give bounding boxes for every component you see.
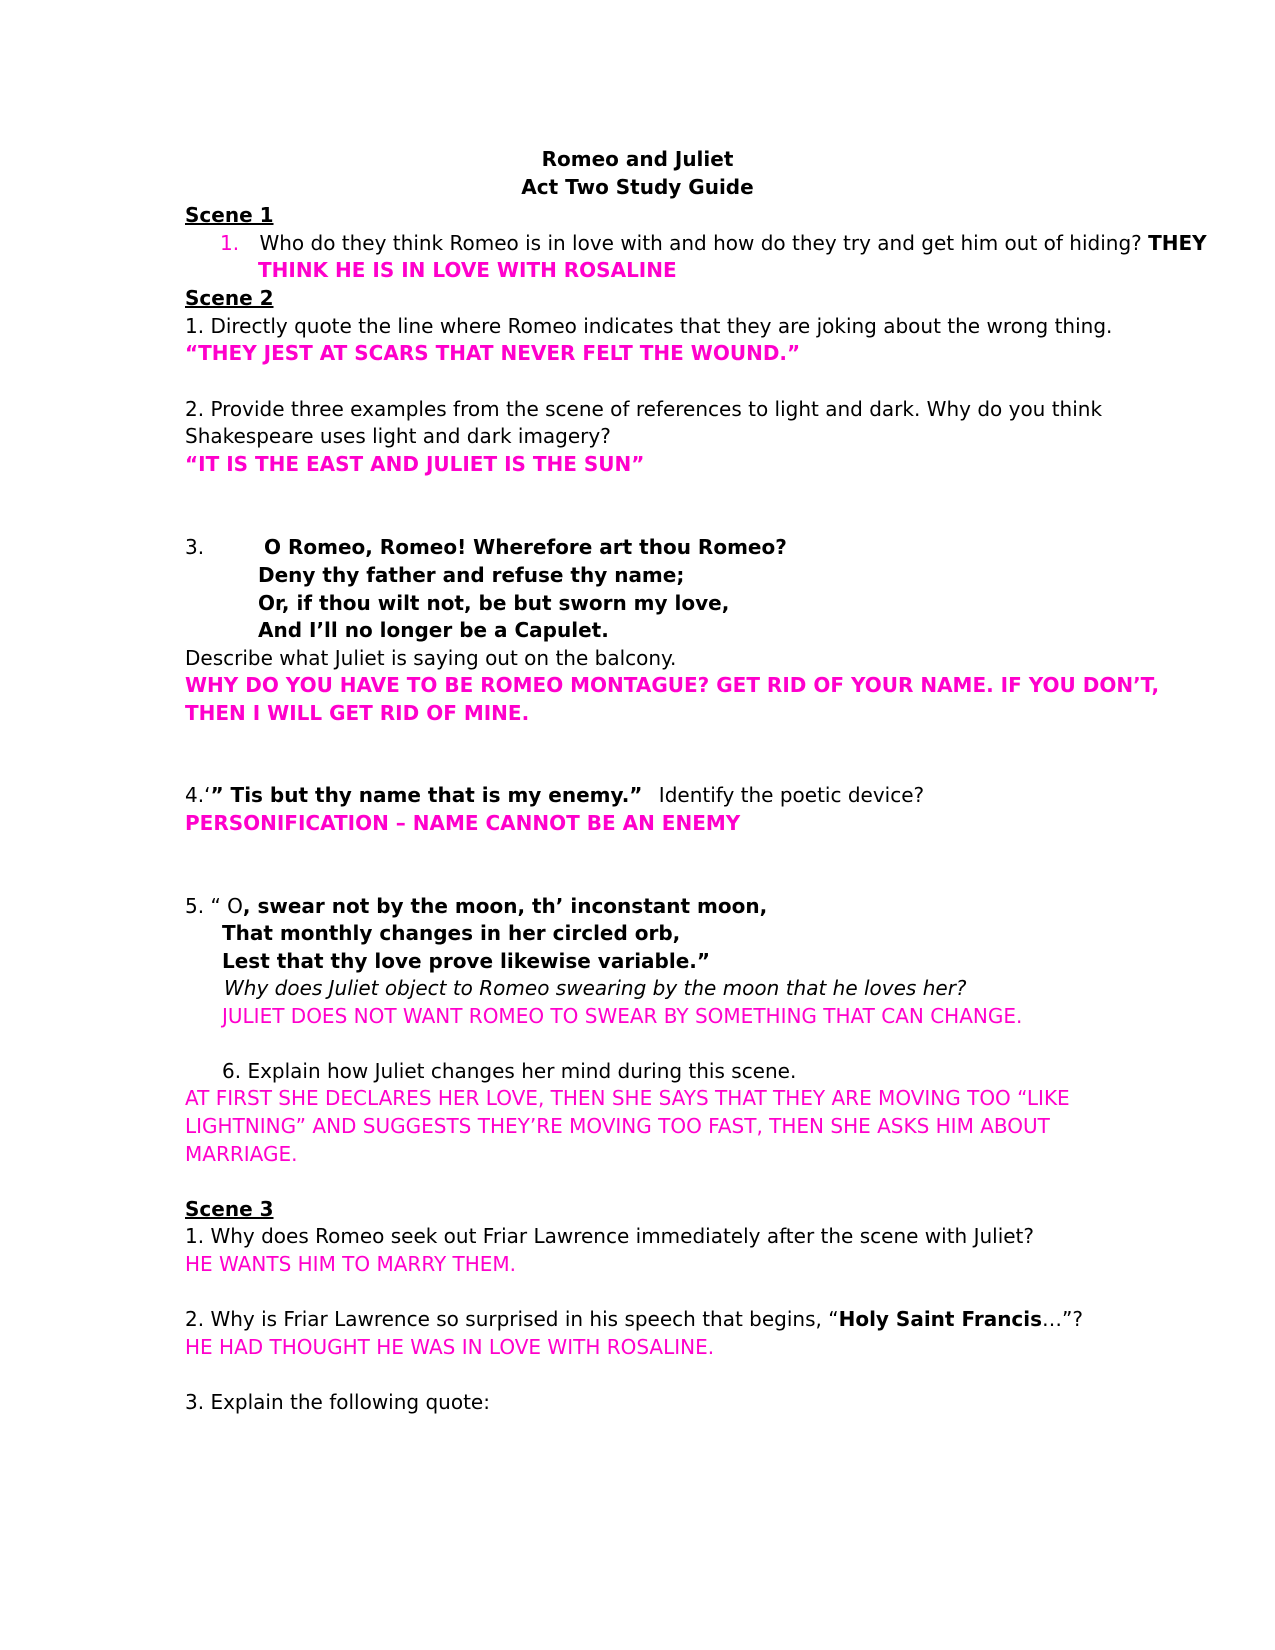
- scene2-q4-quote: ” Tis but thy name that is my enemy.”: [210, 783, 643, 807]
- scene2-q5-quote-2: That monthly changes in her circled orb,: [222, 921, 681, 945]
- scene2-q3-quote-2: Deny thy father and refuse thy name;: [258, 563, 685, 587]
- scene3-q2-answer: HE HAD THOUGHT HE WAS IN LOVE WITH ROSALINE.: [185, 1335, 715, 1359]
- scene1-q1-number: 1.: [220, 231, 240, 255]
- scene2-q5: [185, 892, 767, 920]
- scene2-q3-number: 3.: [185, 535, 205, 559]
- title-line-1: Romeo and Juliet: [541, 147, 734, 171]
- scene2-q3-answer-1: WHY DO YOU HAVE TO BE ROMEO MONTAGUE? GET RID OF YOUR NAME. IF YOU DON’T,: [185, 673, 1160, 697]
- scene2-q3-quote-1: O Romeo, Romeo! Wherefore art thou Romeo?: [264, 535, 787, 559]
- scene1-q1-text: Who do they think Romeo is in love with and how do they try and get him out of hiding?: [259, 231, 1142, 255]
- scene3-q2-text-bold: Holy Saint Francis: [838, 1307, 1043, 1331]
- scene-2-heading: Scene 2: [185, 286, 274, 310]
- scene-1-heading: Scene 1: [185, 203, 274, 227]
- scene-3-heading: Scene 3: [185, 1197, 274, 1221]
- scene2-q6-answer-2: LIGHTNING” AND SUGGESTS THEY’RE MOVING TOO FAST, THEN SHE ASKS HIM ABOUT: [185, 1114, 1050, 1138]
- scene3-q2-text-end: …”?: [1042, 1307, 1084, 1331]
- scene2-q1-text: 1. Directly quote the line where Romeo indicates that they are joking about the wrong thing.: [185, 314, 1113, 338]
- scene2-q3-answer-2: THEN I WILL GET RID OF MINE.: [185, 701, 530, 725]
- scene2-q5-text: Why does Juliet object to Romeo swearing by the moon that he loves her?: [224, 976, 967, 1000]
- scene2-q2-text-1: 2. Provide three examples from the scene of references to light and dark. Why do you think: [185, 397, 1103, 421]
- scene3-q2-text-start: 2. Why is Friar Lawrence so surprised in his speech that begins, “: [185, 1307, 839, 1331]
- scene2-q1-answer: “THEY JEST AT SCARS THAT NEVER FELT THE WOUND.”: [185, 341, 801, 365]
- scene2-q4-text: Identify the poetic device?: [658, 783, 925, 807]
- scene1-q1-answer-start: THEY: [1148, 231, 1207, 255]
- scene2-q6-answer-1: AT FIRST SHE DECLARES HER LOVE, THEN SHE SAYS THAT THEY ARE MOVING TOO “LIKE: [185, 1086, 1070, 1110]
- scene1-q1-answer: THINK HE IS IN LOVE WITH ROSALINE: [258, 258, 677, 282]
- scene2-q3-quote-3: Or, if thou wilt not, be but sworn my love,: [258, 591, 730, 615]
- scene2-q2-text-2: Shakespeare uses light and dark imagery?: [185, 424, 611, 448]
- scene2-q4: [185, 781, 924, 809]
- scene3-q3-text: 3. Explain the following quote:: [185, 1390, 490, 1414]
- scene3-q1-text: 1. Why does Romeo seek out Friar Lawrence immediately after the scene with Juliet?: [185, 1224, 1035, 1248]
- scene2-q5-quote-1: , swear not by the moon, th’ inconstant moon,: [242, 894, 768, 918]
- scene2-q5-answer: JULIET DOES NOT WANT ROMEO TO SWEAR BY SOMETHING THAT CAN CHANGE.: [222, 1004, 1023, 1028]
- scene2-q5-quote-3: Lest that thy love prove likewise variable.”: [222, 949, 711, 973]
- title-line-2: Act Two Study Guide: [521, 175, 754, 199]
- scene1-q1: [220, 229, 1207, 257]
- scene2-q2-answer: “IT IS THE EAST AND JULIET IS THE SUN”: [185, 452, 645, 476]
- scene2-q4-answer: PERSONIFICATION – NAME CANNOT BE AN ENEMY: [185, 811, 741, 835]
- scene3-q2: [185, 1305, 1083, 1333]
- scene2-q3-quote-4: And I’ll no longer be a Capulet.: [258, 618, 609, 642]
- scene3-q1-answer: HE WANTS HIM TO MARRY THEM.: [185, 1252, 517, 1276]
- scene2-q3-text: Describe what Juliet is saying out on the balcony.: [185, 646, 677, 670]
- scene2-q6-text: 6. Explain how Juliet changes her mind during this scene.: [222, 1059, 797, 1083]
- scene2-q6-answer-3: MARRIAGE.: [185, 1142, 298, 1166]
- scene2-q4-prefix: 4.‘: [185, 783, 211, 807]
- scene2-q5-prefix: 5. “ O: [185, 894, 243, 918]
